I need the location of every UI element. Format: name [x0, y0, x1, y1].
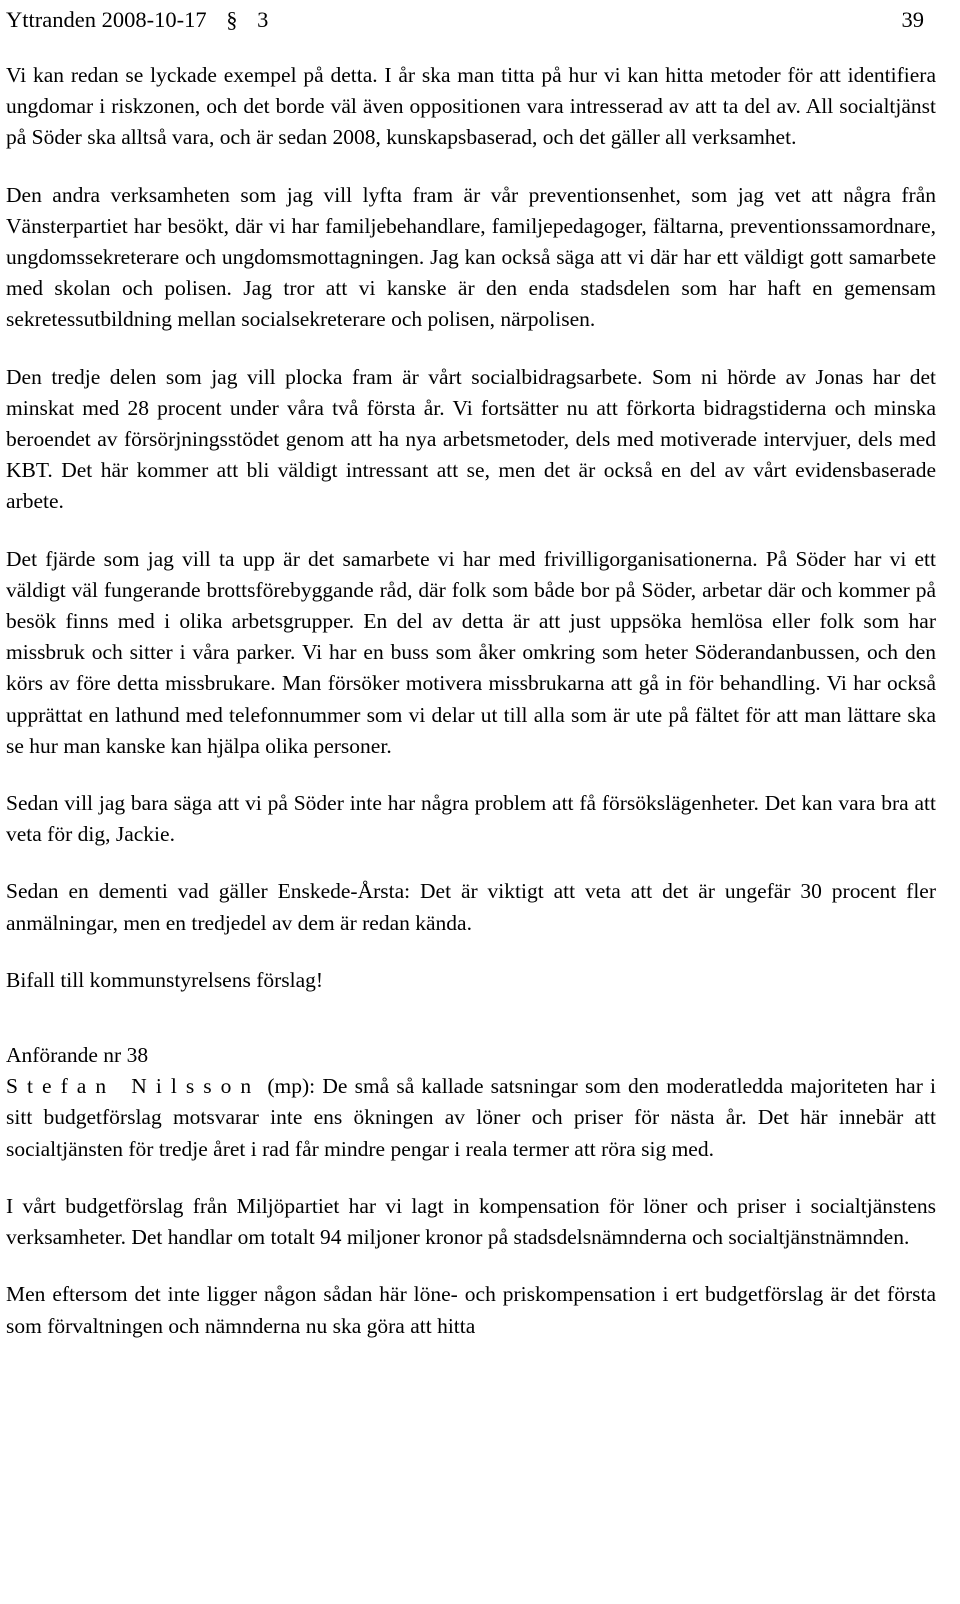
- speech-text: De små så kallade satsningar som den moderatledda majoriteten har i sitt budgetförslag motsvarar inte ens ökningen av löner och priser för nästa år. Det här innebär att socialtjänsten för tredje året i rad får mindre pengar i reala termer att röra sig med.: [6, 1074, 937, 1161]
- document-page: [6, 0, 936, 1368]
- paragraph: Den tredje delen som jag vill plocka fram är vårt socialbidragsarbete. Som ni hörde av Jonas har det minskat med 28 procent under våra två första år. Vi fortsätter nu att förkorta bidragstiderna och minska beroendet av försörjningsstödet genom att ha nya arbetsmetoder, dels med motiverade intervjuer, dels med KBT. Det här kommer att bli väldigt intressant att se, men det är också en del av vårt evidensbaserade arbete.: [6, 364, 936, 514]
- paragraph: Den andra verksamheten som jag vill lyfta fram är vår preventionsenhet, som jag vet att några från Vänsterpartiet har besökt, där vi har familjebehandlare, familjepedagoger, fältarna, preventionssamordnare, ungdomssekreterare och ungdomsmottagningen. Jag kan också säga att vi där har ett väldigt gott samarbete med skolan och polisen. Jag tror att vi kanske är den enda stadsdelen som har haft en gemensam sekretessutbildning mellan socialsekreterare och polisen, närpolisen.: [6, 182, 936, 332]
- paragraph: Det fjärde som jag vill ta upp är det samarbete vi har med frivilligorganisationerna. På Söder har vi ett väldigt väl fungerande brottsförebyggande råd, där folk som både bor på Söder, arbetar där och kommer på besök finns med i olika arbetsgrupper. En del av detta är att just uppsöka hemlösa eller folk som har missbruk och sitter i våra parker. Vi har en buss som åker omkring som heter Söderandanbussen, och den körs av före detta missbrukare. Man försöker motivera missbrukarna att gå in för behandling. Vi har också upprättat en lathund med telefonnummer som vi delar ut till alla som är ute på fältet för att man lättare ska se hur man kanske kan hjälpa olika personer.: [6, 546, 936, 758]
- speech-paragraph: [6, 1071, 936, 1165]
- speech-label: Anförande nr 38: [6, 1043, 149, 1068]
- paragraph: Bifall till kommunstyrelsens förslag!: [6, 967, 324, 992]
- page-header: [6, 0, 936, 40]
- paragraph: Men eftersom det inte ligger någon sådan här löne- och priskompensation i ert budgetförslag är det första som förvaltningen och nämnderna nu ska göra att hitta: [6, 1282, 936, 1338]
- paragraph: I vårt budgetförslag från Miljöpartiet har vi lagt in kompensation för löner och priser i socialtjänstens verksamheter. Det handlar om totalt 94 miljoner kronor på stadsdelsnämnderna och socialtjänstnämnden.: [6, 1193, 936, 1250]
- paragraph: Vi kan redan se lyckade exempel på detta. I år ska man titta på hur vi kan hitta metoder för att identifiera ungdomar i riskzonen, och det borde väl även oppositionen vara intresserad av att ta del av. All socialtjänst på Söder ska alltså vara, och är sedan 2008, kunskapsbaserad, och det gäller all verksamhet.: [6, 63, 936, 150]
- paragraph: Sedan vill jag bara säga att vi på Söder inte har några problem att få försökslägenheter. Det kan vara bra att veta för dig, Jackie.: [6, 791, 936, 847]
- speaker-party: (mp):: [267, 1074, 316, 1099]
- speaker-name: Stefan Nilsson: [6, 1074, 261, 1099]
- paragraph: Sedan en dementi vad gäller Enskede-Årsta: Det är viktigt att veta att det är ungefär 30 procent fler anmälningar, men en tredjedel av dem är redan kända.: [6, 879, 936, 935]
- page-number: 39: [901, 7, 924, 32]
- header-source-label: Yttranden 2008-10-17: [6, 7, 207, 32]
- section-sign: §: [226, 7, 238, 32]
- header-source: [6, 0, 282, 40]
- section-number: 3: [257, 7, 269, 32]
